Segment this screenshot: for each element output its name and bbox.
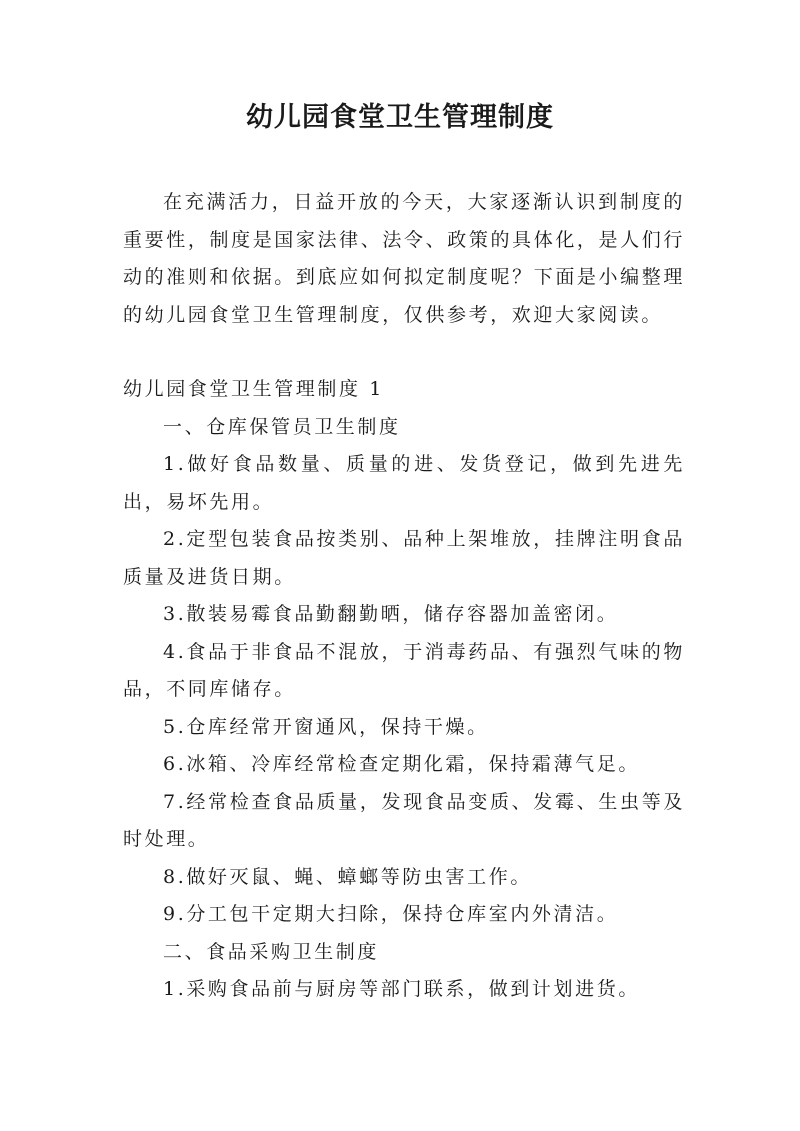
list-item: 2.定型包装食品按类别、品种上架堆放，挂牌注明食品质量及进货日期。 — [123, 528, 685, 588]
list-item: 3.散装易霉食品勤翻勤晒，储存容器加盖密闭。 — [163, 603, 619, 625]
paragraph-gap — [123, 334, 685, 371]
document-body — [123, 184, 685, 1009]
list-item: 6.冰箱、冷库经常检查定期化霜，保持霜薄气足。 — [163, 753, 640, 775]
document-title: 幼儿园食堂卫生管理制度 — [246, 102, 554, 133]
list-item: 4.食品于非食品不混放，于消毒药品、有强烈气味的物品，不同库储存。 — [123, 640, 685, 700]
list-item: 5.仓库经常开窗通风，保持干燥。 — [163, 715, 489, 738]
list-item: 1.采购食品前与厨房等部门联系，做到计划进货。 — [163, 978, 640, 1000]
part1-heading: 一、仓库保管员卫生制度 — [163, 415, 401, 438]
list-item: 9.分工包干定期大扫除，保持仓库室内外清洁。 — [163, 903, 619, 925]
list-item: 7.经常检查食品质量，发现食品变质、发霉、生虫等及时处理。 — [123, 790, 685, 850]
section-title: 幼儿园食堂卫生管理制度 1 — [123, 378, 384, 400]
list-item: 1.做好食品数量、质量的进、发货登记，做到先进先出，易坏先用。 — [123, 453, 685, 513]
list-item: 8.做好灭鼠、蝇、蟑螂等防虫害工作。 — [163, 865, 532, 888]
part2-heading: 二、食品采购卫生制度 — [163, 940, 380, 963]
intro-paragraph: 在充满活力，日益开放的今天，大家逐渐认识到制度的重要性，制度是国家法律、法令、政策的具体化，是人们行动的准则和依据。到底应如何拟定制度呢？下面是小编整理的幼儿园食堂卫生管理制度，仅供参考，欢迎大家阅读。 — [123, 191, 685, 326]
